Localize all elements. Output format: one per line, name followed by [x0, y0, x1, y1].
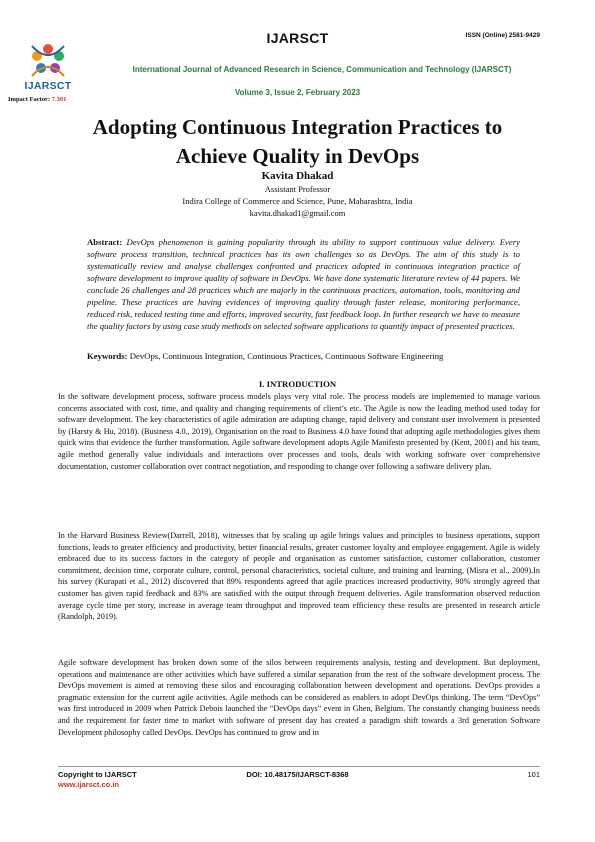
footer-divider: [58, 766, 540, 767]
abstract-label: Abstract:: [87, 237, 127, 247]
author-position: Assistant Professor: [264, 184, 331, 194]
keywords: [87, 351, 520, 361]
journal-name: International Journal of Advanced Research in Science, Communication and Technology (IJARSCT): [132, 65, 512, 74]
impact-factor: [8, 96, 66, 103]
author-institution: Indira College of Commerce and Science, Pune, Maharashtra, India: [182, 196, 413, 206]
author-email: kavita.dhakad1@gmail.com: [249, 208, 346, 218]
author-name: Kavita Dhakad: [261, 170, 334, 182]
footer-copyright: Copyright to IJARSCT: [58, 770, 137, 779]
journal-abbreviation: IJARSCT: [266, 30, 329, 46]
body-paragraph-3: Agile software development has broken down some of the silos between requirements analysis, testing and development. But deployment, operations and maintenance are other activities which have suffered a similar separation from the rest of the software development process. The DevOps movement is aimed at removing these silos and encouraging collaboration between development and operations. DevOps provides a pragmatic extension for the current agile activities. Agile methods can be considered as enablers to adopt DevOps thinking. The term “DevOps” was first introduced in 2009 when Patrick Debois launched the “DevOps days” event in Ghen, Belgium. The constantly changing business needs and the requirement for faster time to market with software of present day has created a paradigm shift towards a 3rd generation Software Development philosophy called DevOps. DevOps has continued to grow and in: [58, 658, 540, 737]
footer-website-link[interactable]: www.ijarsct.co.in: [58, 780, 119, 789]
issn: ISSN (Online) 2581-9429: [465, 32, 540, 39]
abstract-text: DevOps phenomenon is gaining popularity through its ability to support continuous value delivery. Every software process transition, technical practices has its own challenges so as DevOps. The aim of this study is to systematically review and analyse challenges confronted and practices adopted in continuous integration practice of software development to improve quality of software in DevOps. We have done systematic literature review of 44 papers. We conclude 26 challenges and 28 practices which are majorly in the continuous practices, automation, tools, monitoring and pipeline. These practices are having evidences of improving quality through faster release, monitoring performance, reduced risk, reduced testing time and efforts, improved security, fast feedback loop. In further research we have to measure the quality factors by using case study methods on selected software applications to quantify impact of presented practices.: [87, 237, 520, 331]
page-number: 101: [527, 770, 540, 779]
impact-factor-label: Impact Factor:: [8, 96, 52, 103]
paper-title: Adopting Continuous Integration Practices to Achieve Quality in DevOps: [92, 115, 503, 168]
logo-text: IJARSCT: [24, 80, 72, 92]
footer-doi: DOI: 10.48175/IJARSCT-8368: [246, 770, 349, 779]
logo-emblem-icon: [14, 40, 82, 82]
keywords-label: Keywords:: [87, 351, 130, 361]
impact-factor-value: 7.301: [51, 96, 67, 103]
body-paragraph-1: In the software development process, software process models plays very vital role. The process models are implemented to manage various concerns associated with cost, time, and quality and changing requirements of client’s etc. The Agile is now the leading method used today for software development. The key characteristics of agile admiration are adapting change, rapid delivery and constant user involvement is presented by (Harsty & Hu, 2018). (Business 4.0., 2019), Organisation on the road to Business 4.0 have found that adopting agile methodologies gives them quick wins that evidence the further transformation. Agile software development adopts Agile Manifesto presented by (Kent, 2001) and his team, agile method generally value individuals and interactions over processes and tools, deals with working software over comprehensive documentation, customer collaboration over contract negotiation, and responding to change over following a software delivery plan.: [58, 392, 540, 471]
keywords-text: DevOps, Continuous Integration, Continuous Practices, Continuous Software Engineering: [129, 351, 444, 361]
section-heading: I. INTRODUCTION: [258, 379, 337, 389]
volume-issue: Volume 3, Issue 2, February 2023: [234, 88, 361, 97]
abstract: [87, 236, 520, 332]
body-paragraph-2: In the Harvard Business Review(Darrell, 2018), witnesses that by scaling up agile brings values and principles to business operations, support functions, leads to greater efficiency and productivity, better financial results, greater customer loyalty and employee engagement. Agile is widely embraced due to its success factors in the category of people and organisation as customer satisfaction, customer collaboration, customer commitment, decision time, corporate culture, control, personal characteristics, societal culture, and training and learning, (Misra et al., 2009).In his survey (Kurapati et al., 2012) discovered that 89% respondents agreed that agile practices increased productivity, 90% strongly agreed that customer has given rapid feedback and 83% are satisfied with the output through frequent deliveries. Agile transformation observed reduction average cycle time per story, increase in average team throughput and improved team efficiency these results are presented in research article (Randolph, 2019).: [58, 531, 540, 622]
